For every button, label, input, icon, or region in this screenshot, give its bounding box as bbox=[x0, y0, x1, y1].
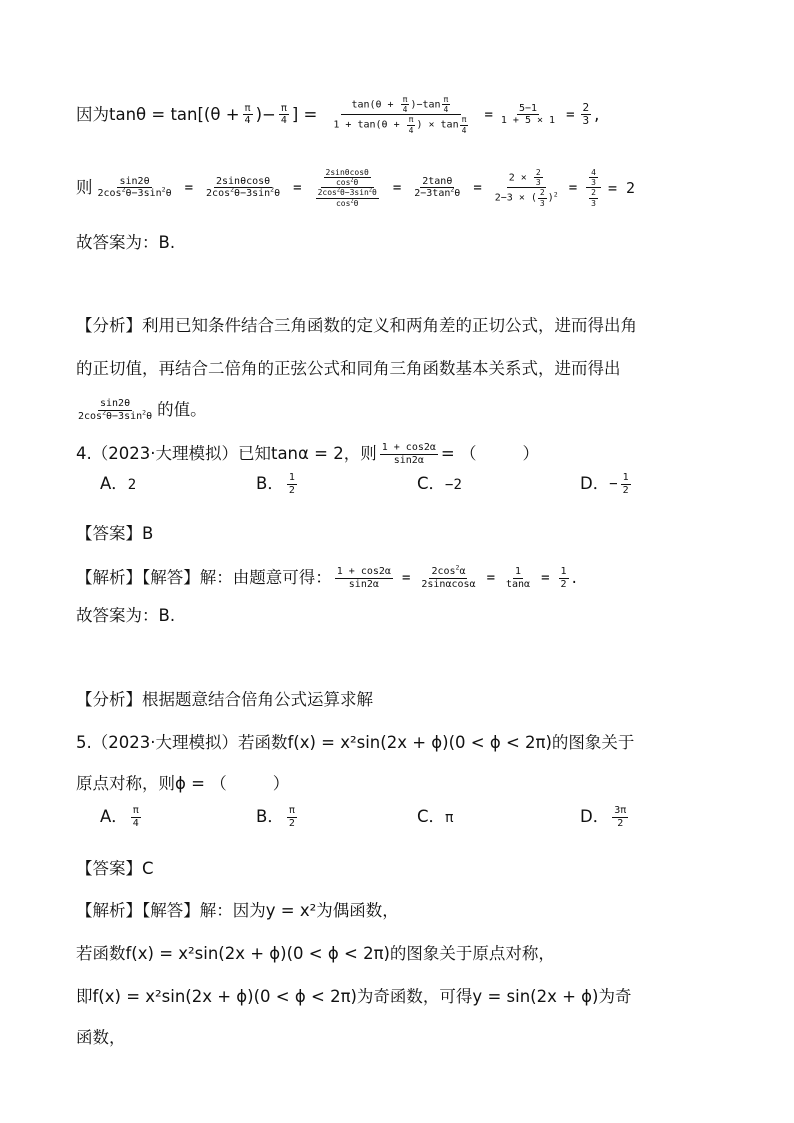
solution-line-chain: 则 $\frac{\sin 2\theta}{2\cos^2\theta-3\sin^2\theta}$ = $\frac{2\sin\theta\cos\theta}{2\cos^2\theta-3\sin^2\theta}$ = $\frac{\frac{2\sin\theta\cos\theta}{\cos^2\theta}}{\frac{2\cos^2\theta-3\sin^2\theta}{\cos^2\theta}}$ = $\frac{2\tan\theta}{2-3\tan^2\theta}$ = 2 × $\frac{2}{3}$ 2−3 × ( $\frac{2}{3}$ )$^2$ = $\frac{\frac{4}{3}}{\frac{2}{3}}$ = 2 bbox=[76, 168, 636, 208]
fraction-4-3-over-2-3: $\frac{\frac{4}{3}}{\frac{2}{3}}$ bbox=[586, 168, 601, 208]
option-b: B． $\frac{\pi}{2}$ bbox=[256, 805, 295, 829]
question-4-answer: 【答案】B bbox=[76, 524, 154, 543]
fraction-numeric: 2 × $\frac{2}{3}$ 2−3 × ( $\frac{2}{3}$ )$^2$ bbox=[494, 168, 558, 208]
question-5-stem-line-2: 原点对称，则ϕ = （ ） bbox=[76, 774, 290, 793]
fraction-2sincos: $\frac{2\sin\theta\cos\theta}{2\cos^2\theta-3\sin^2\theta}$ bbox=[206, 175, 281, 200]
question-5-solution-line-4: 函数， bbox=[76, 1028, 126, 1047]
option-d: D． $\frac{3\pi}{2}$ bbox=[580, 805, 627, 829]
solution-line-tan-theta: 因为tanθ = tan[(θ + $\frac{\pi}{4}$ )− $\frac{\pi}{4}$ ] = tan(θ + $\frac{\pi}{4}$ )−tan $\frac{\pi}{4}$ 1 + tan(θ + $\frac{\pi}{4}$ ) × tan $\frac{\pi}{4}$ = $\frac{5-1}{1 + 5 \times 1}$ = $\frac{2}{3}$ , bbox=[76, 95, 600, 135]
option-a: A． $\frac{\pi}{4}$ bbox=[100, 805, 139, 829]
question-4-solution: 【解析】【解答】解：由题意可得： $\frac{1 + \cos 2\alpha}{\sin 2\alpha}$ = $\frac{2\cos^2\alpha}{2\sin\alpha\cos\alpha}$ = $\frac{1}{\tan\alpha}$ = $\frac{1}{2}$ . bbox=[76, 563, 577, 590]
option-c: C．−2 bbox=[417, 473, 462, 493]
question-4-analysis: 【分析】根据题意结合倍角公式运算求解 bbox=[76, 690, 373, 709]
analysis-line-1: 【分析】利用已知条件结合三角函数的定义和两角差的正切公式，进而得出角 bbox=[76, 316, 637, 335]
text-segment: )− bbox=[255, 104, 276, 124]
fraction-2-3: $\frac{2}{3}$ bbox=[582, 100, 590, 128]
question-5-stem-line-1: 5.（2023·大理模拟）若函数f(x) = x²sin(2x + ϕ)(0 < ϕ < 2π)的图象关于 bbox=[76, 733, 635, 752]
option-a: A．2 bbox=[100, 473, 137, 493]
option-b: B． $\frac{1}{2}$ bbox=[256, 472, 295, 496]
question-5-solution-line-1: 【解析】【解答】解：因为y = x²为偶函数， bbox=[76, 901, 399, 920]
question-5-solution-line-2: 若函数f(x) = x²sin(2x + ϕ)(0 < ϕ < 2π)的图象关于原点对称， bbox=[76, 944, 555, 963]
text-segment: 则 bbox=[76, 177, 93, 197]
fraction-2tan: $\frac{2\tan\theta}{2-3\tan^2\theta}$ bbox=[414, 175, 461, 200]
analysis-line-2: 的正切值，再结合二倍角的正弦公式和同角三角函数基本关系式，进而得出 bbox=[76, 359, 621, 378]
fraction-pi-over-4: $\frac{\pi}{4}$ bbox=[280, 102, 287, 127]
analysis-line-3: $\frac{\sin 2\theta}{2\cos^2\theta-3\sin^2\theta}$ 的值。 bbox=[78, 398, 207, 422]
fraction-pi-over-4: $\frac{\pi}{4}$ bbox=[244, 102, 251, 127]
question-5-answer: 【答案】C bbox=[76, 859, 154, 878]
question-4-conclusion: 故答案为：B. bbox=[76, 606, 176, 625]
question-5-solution-line-3: 即f(x) = x²sin(2x + ϕ)(0 < ϕ < 2π)为奇函数，可得y = sin(2x + ϕ)为奇 bbox=[76, 987, 632, 1006]
text-segment: 因为tanθ = tan[(θ + bbox=[76, 104, 240, 124]
option-d: D． − $\frac{1}{2}$ bbox=[580, 472, 629, 496]
text-segment: ] = bbox=[291, 104, 318, 124]
fraction-complex-over-cos2: $\frac{\frac{2\sin\theta\cos\theta}{\cos^2\theta}}{\frac{2\cos^2\theta-3\sin^2\theta}{\cos^2\theta}}$ bbox=[317, 168, 377, 208]
question-4-stem: 4.（2023·大理模拟）已知tanα = 2，则 $\frac{1 + \cos 2\alpha}{\sin 2\alpha}$ = （ ） bbox=[76, 442, 539, 466]
fraction-sin2theta: $\frac{\sin 2\theta}{2\cos^2\theta-3\sin^2\theta}$ bbox=[78, 398, 153, 422]
conclusion-line: 故答案为：B. bbox=[76, 233, 176, 252]
fraction-tan-difference: tan(θ + $\frac{\pi}{4}$ )−tan $\frac{\pi}{4}$ 1 + tan(θ + $\frac{\pi}{4}$ ) × tan $\frac{\pi}{4}$ bbox=[333, 95, 467, 135]
option-c: C．π bbox=[417, 806, 454, 826]
fraction-1-plus-cos2a: $\frac{1 + \cos 2\alpha}{\sin 2\alpha}$ bbox=[381, 442, 436, 466]
fraction-sin2theta: $\frac{\sin 2\theta}{2\cos^2\theta-3\sin^2\theta}$ bbox=[97, 175, 172, 200]
fraction-5-1: $\frac{5-1}{1 + 5 \times 1}$ bbox=[500, 102, 556, 127]
